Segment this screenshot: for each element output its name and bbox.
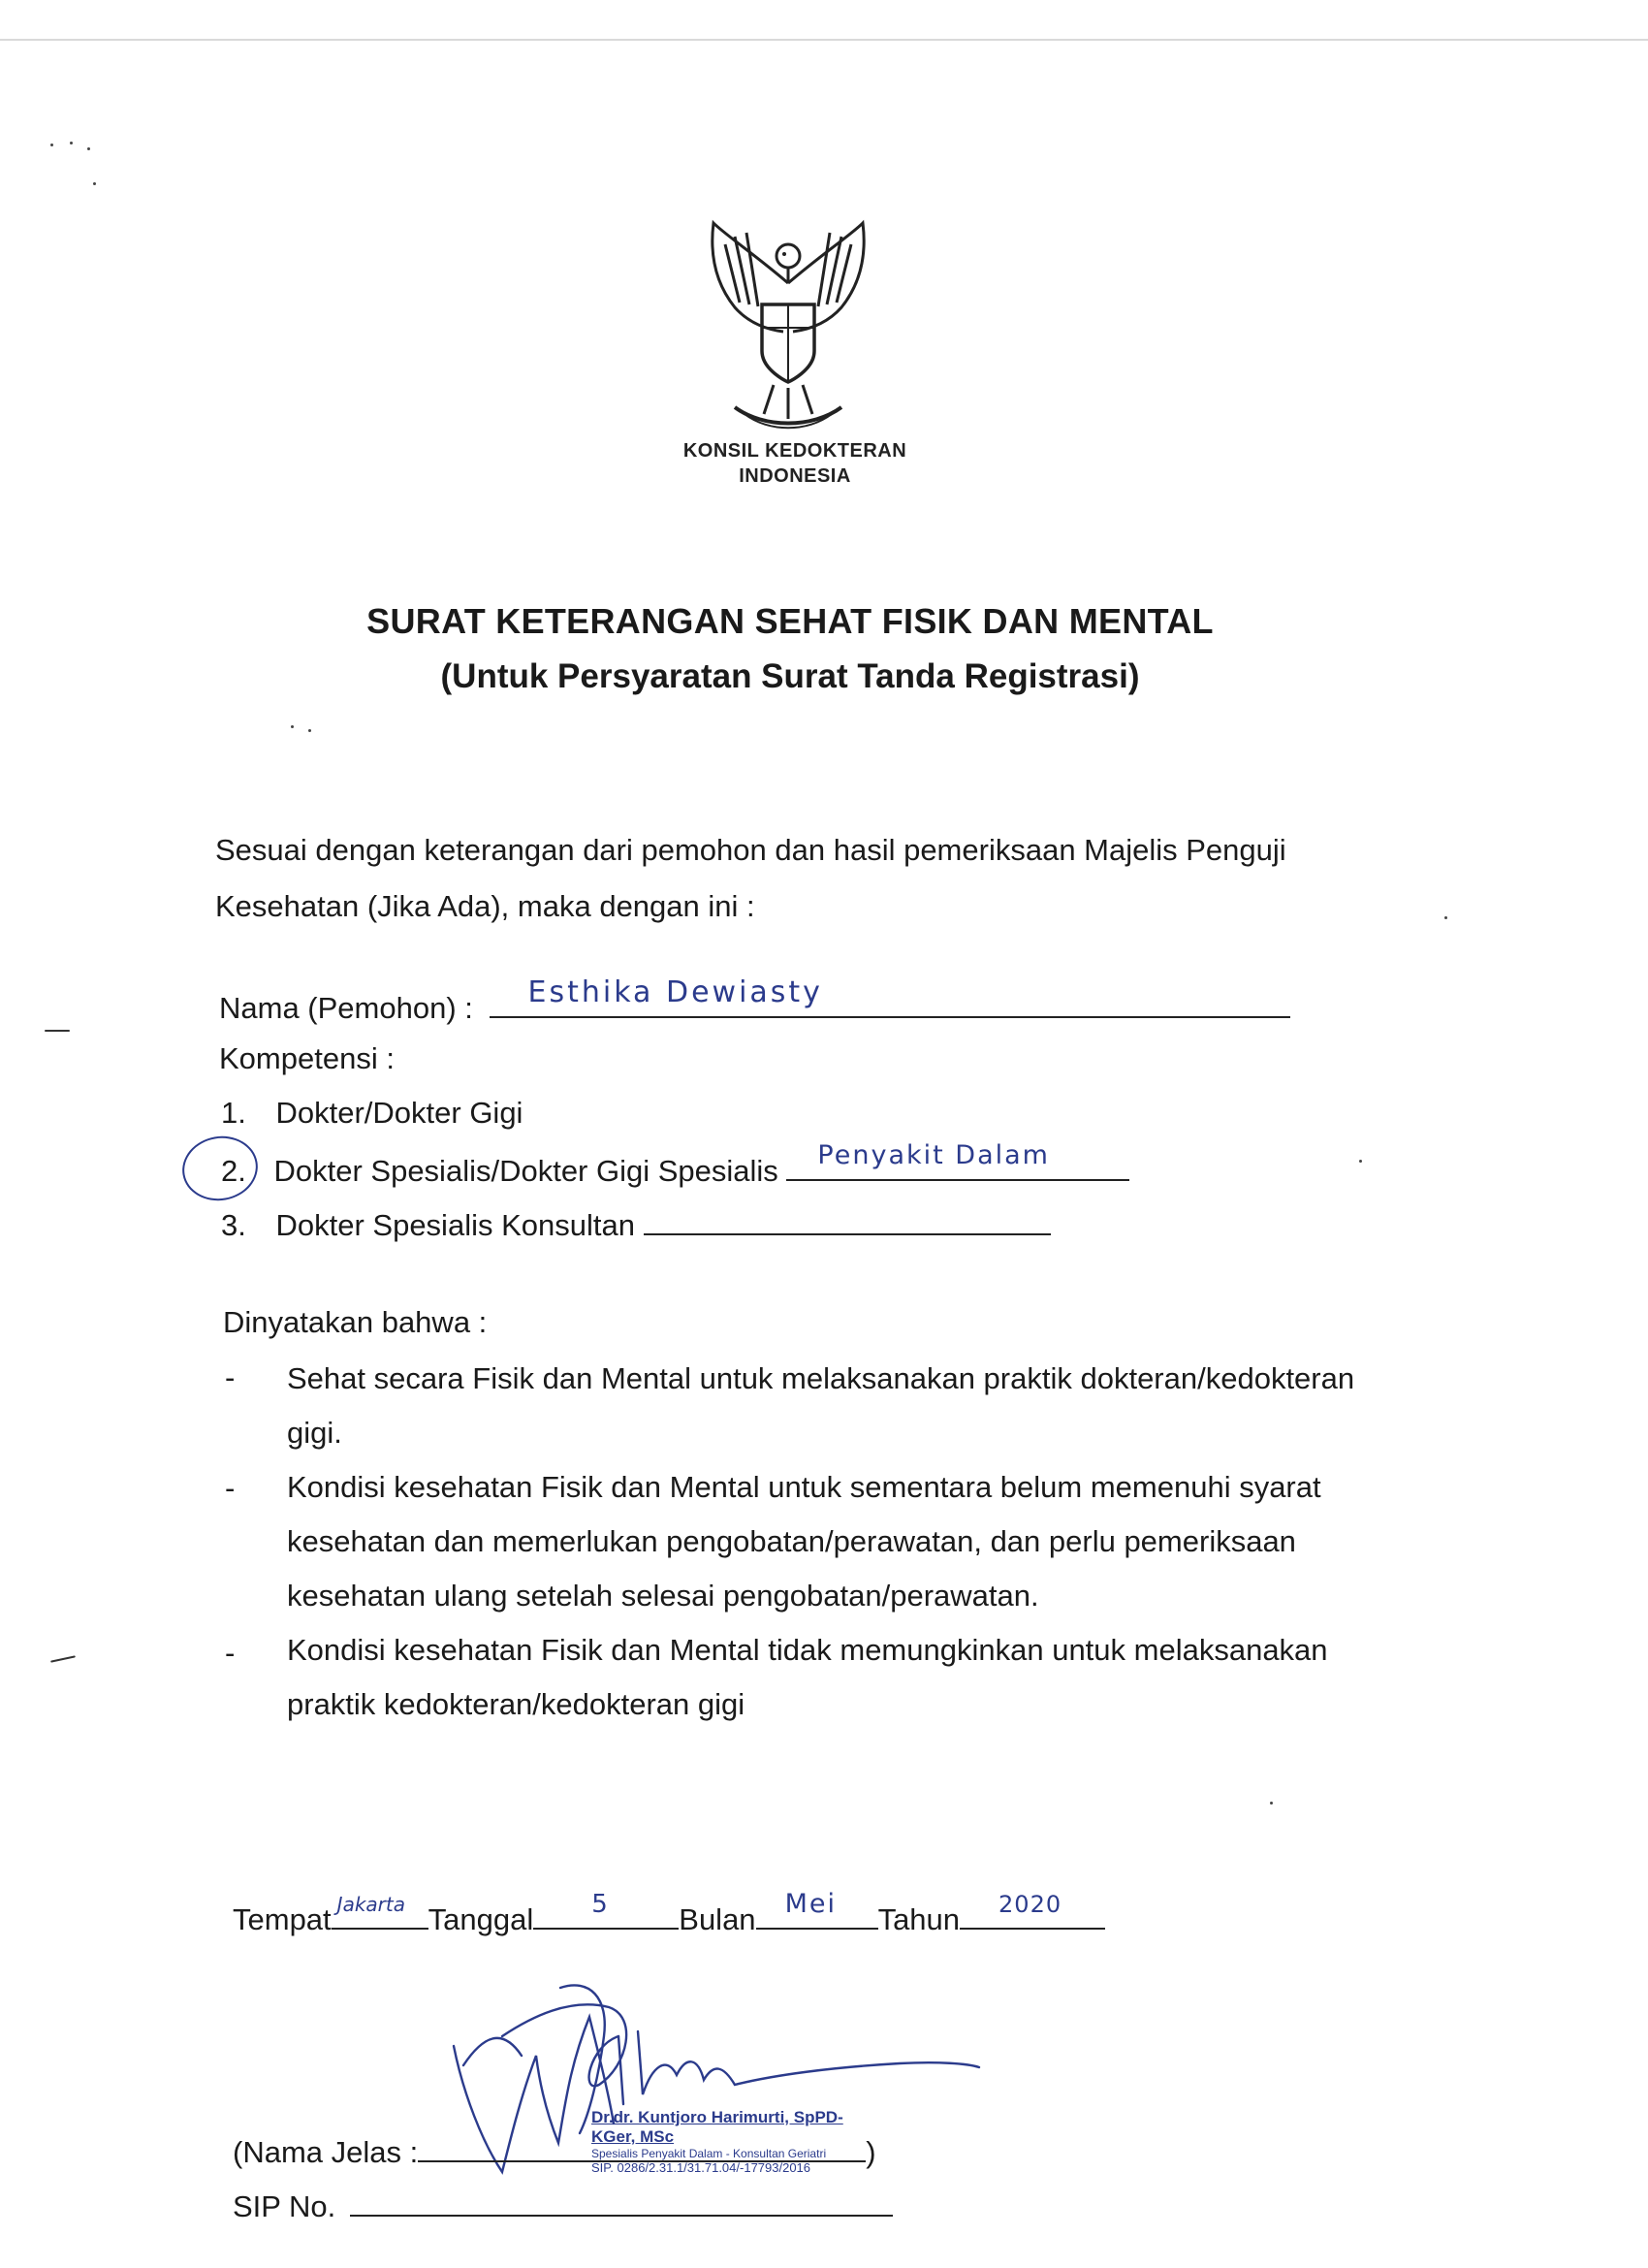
scan-speck <box>291 725 294 728</box>
option-number: 1. <box>221 1096 246 1130</box>
place-label: Tempat <box>233 1902 332 1936</box>
applicant-name-value: Esthika Dewiasty <box>527 975 823 1009</box>
option-number: 2. <box>221 1154 246 1188</box>
statement-item-1 <box>287 1352 1392 1460</box>
date-field[interactable] <box>533 1890 679 1930</box>
sip-label: SIP No. <box>233 2189 336 2223</box>
garuda-emblem-logo <box>696 215 880 438</box>
year-field[interactable] <box>960 1891 1105 1930</box>
scan-speck <box>308 729 311 732</box>
org-line1: KONSIL KEDOKTERAN <box>682 440 907 462</box>
consultant-field[interactable] <box>644 1202 1051 1235</box>
applicant-name-field[interactable] <box>490 975 1290 1018</box>
stamp-name: Dr.dr. Kuntjoro Harimurti, SpPD-KGer, MSc <box>591 2108 843 2146</box>
month-value: Mei <box>784 1889 837 1919</box>
scan-speck <box>70 142 73 144</box>
item-line: Sehat secara Fisik dan Mental untuk melaksanakan praktik dokteran/kedokteran <box>287 1361 1355 1395</box>
item-line: Kondisi kesehatan Fisik dan Mental untuk sementara belum memenuhi syarat <box>287 1470 1321 1504</box>
option-label: Dokter Spesialis Konsultan <box>275 1208 635 1242</box>
specialty-field[interactable] <box>786 1140 1129 1181</box>
item-line: praktik kedokteran/kedokteran gigi <box>287 1687 745 1721</box>
item-line: Kondisi kesehatan Fisik dan Mental tidak memungkinkan untuk melaksanakan <box>287 1633 1328 1667</box>
statement-label: Dinyatakan bahwa : <box>223 1305 488 1339</box>
scan-speck <box>1270 1802 1273 1805</box>
org-line2: INDONESIA <box>739 465 851 487</box>
option-number: 3. <box>221 1208 246 1242</box>
month-label: Bulan <box>679 1902 756 1936</box>
scan-speck <box>93 182 96 185</box>
sip-field[interactable] <box>350 2184 893 2217</box>
competence-label: Kompetensi : <box>219 1041 395 1075</box>
scan-speck <box>87 147 90 150</box>
place-value: Jakarta <box>336 1893 405 1916</box>
competence-option-2[interactable] <box>221 1140 1129 1191</box>
intro-paragraph <box>215 822 1417 935</box>
clear-name-label: (Nama Jelas : <box>233 2135 419 2169</box>
scan-speck <box>50 144 53 146</box>
item-line: kesehatan dan memerlukan pengobatan/perawatan, dan perlu pemeriksaan <box>287 1524 1296 1558</box>
stamp-sip: SIP. 0286/2.31.1/31.71.04/-17793/2016 <box>591 2160 811 2175</box>
intro-line2: Kesehatan (Jika Ada), maka dengan ini : <box>215 889 755 923</box>
month-field[interactable] <box>756 1889 878 1930</box>
place-date-row <box>233 1889 1105 1939</box>
competence-option-1 <box>221 1094 523 1133</box>
sip-row <box>233 2184 893 2226</box>
specialty-value: Penyakit Dalam <box>817 1140 1050 1170</box>
bullet-1: - <box>225 1360 236 1394</box>
date-label: Tanggal <box>428 1902 534 1936</box>
year-label: Tahun <box>877 1902 961 1936</box>
item-line: gigi. <box>287 1416 342 1450</box>
scan-mark <box>50 1655 76 1662</box>
applicant-name-row <box>219 975 1290 1028</box>
stamp-specialty: Spesialis Penyakit Dalam - Konsultan Geriatri <box>591 2147 827 2160</box>
option-label: Dokter/Dokter Gigi <box>275 1096 523 1130</box>
option-label: Dokter Spesialis/Dokter Gigi Spesialis <box>273 1154 778 1188</box>
scan-speck <box>1359 1160 1362 1163</box>
competence-option-3 <box>221 1202 1051 1245</box>
bullet-2: - <box>225 1471 236 1505</box>
document-title: SURAT KETERANGAN SEHAT FISIK DAN MENTAL <box>366 601 1214 641</box>
doctor-stamp <box>591 2108 853 2175</box>
organization-name <box>543 438 1047 489</box>
scan-top-edge <box>0 39 1648 41</box>
scan-mark <box>45 1030 70 1032</box>
statement-item-3 <box>287 1623 1392 1732</box>
year-value: 2020 <box>998 1891 1062 1918</box>
clear-name-close: ) <box>866 2135 876 2169</box>
bullet-3: - <box>225 1636 236 1670</box>
statement-item-2 <box>287 1460 1392 1623</box>
place-field[interactable] <box>332 1893 428 1930</box>
item-line: kesehatan ulang setelah selesai pengobatan/perawatan. <box>287 1579 1039 1613</box>
date-value: 5 <box>591 1890 608 1919</box>
intro-line1: Sesuai dengan keterangan dari pemohon dan hasil pemeriksaan Majelis Penguji <box>215 833 1286 867</box>
scan-speck <box>1444 916 1447 919</box>
document-subtitle: (Untuk Persyaratan Surat Tanda Registrasi) <box>440 657 1140 695</box>
applicant-name-label: Nama (Pemohon) : <box>219 991 473 1025</box>
